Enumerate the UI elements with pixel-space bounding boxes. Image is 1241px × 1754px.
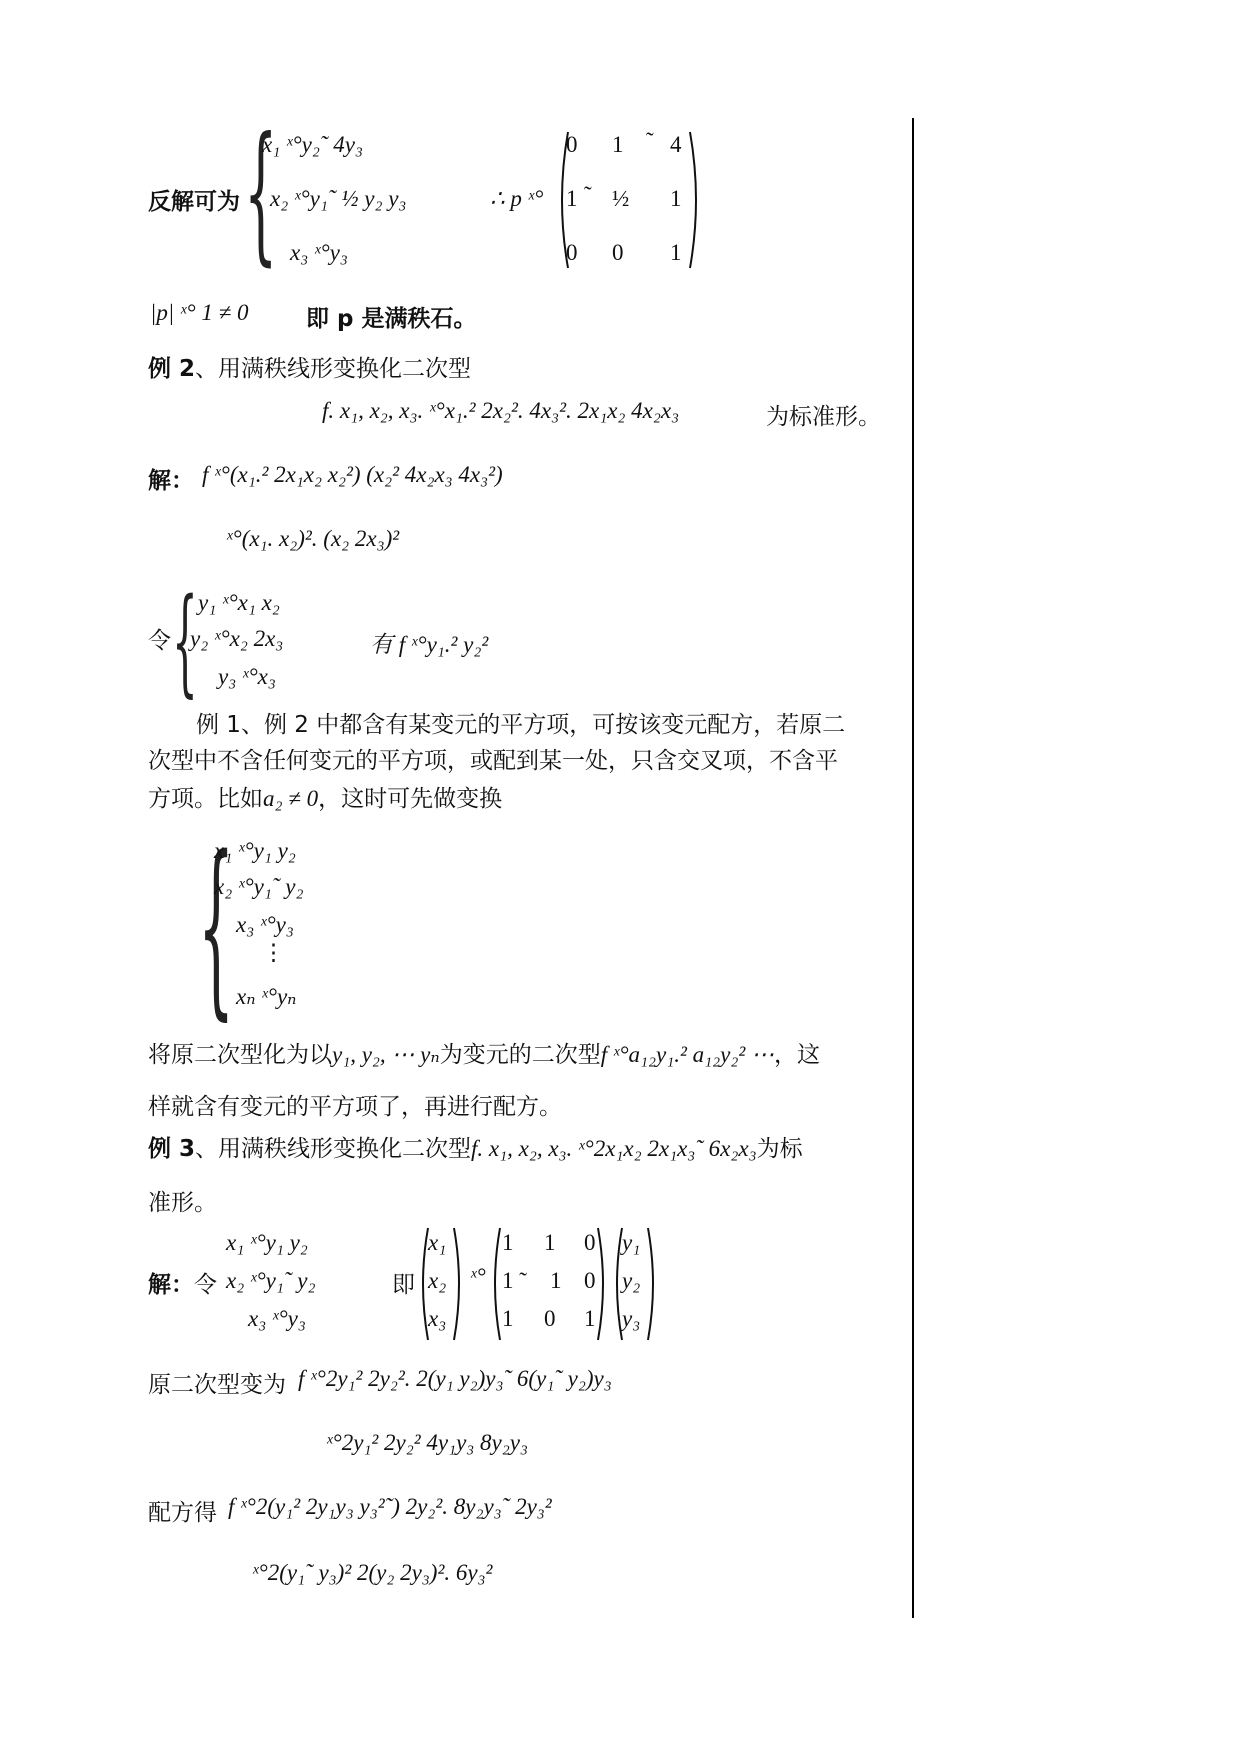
ex3-m-r1c3: 0 xyxy=(584,1230,596,1255)
ex3-label: 例 3 xyxy=(148,1136,196,1162)
ex3-m-r2c3: 0 xyxy=(584,1268,596,1293)
ex2-title: 、用满秩线形变换化二次型 xyxy=(195,356,472,382)
ex3-m-r2c1: 1 ˜ xyxy=(502,1268,527,1293)
ex1-m-r2c2: ½ xyxy=(612,186,630,211)
ex1-m-r1c2: 1 xyxy=(612,132,624,157)
ex1-lead: 反解可为 xyxy=(148,189,240,215)
para2-line-2: 样就含有变元的平方项了，再进行配方。 xyxy=(148,1094,562,1120)
ex1-sys-row-3: x₃ ˣ°y₃ xyxy=(290,240,348,265)
ex3-vecy-3: y₃ xyxy=(622,1306,641,1331)
ex3-m-r3c3: 1 xyxy=(584,1306,596,1331)
ex1-sys-row-1: x₁ ˣ°y₂˜ 4y₃ xyxy=(262,132,363,157)
ex3-m-r1c2: 1 xyxy=(544,1230,556,1255)
para2-line-1a: 将原二次型化为以 xyxy=(148,1042,332,1068)
ex1-m-r3c3: 1 xyxy=(670,240,682,265)
ex2-solution-label: 解： xyxy=(148,468,194,494)
ex3-m-r1c1: 1 xyxy=(502,1230,514,1255)
ex3-formula: f. x₁, x₂, x₃. ˣ°2x₁x₂ 2x₁x₃˜ 6x₂x₃ xyxy=(471,1136,757,1161)
ex3-vecx-1: x₁ xyxy=(428,1230,447,1255)
ex3-vecx-2: x₂ xyxy=(428,1268,447,1293)
ex1-m-r2-tilde: ˜ xyxy=(584,182,592,207)
ex1-m-r3c2: 0 xyxy=(612,240,624,265)
ex1-determinant: |p| ˣ° 1 ≠ 0 xyxy=(150,300,249,325)
sys2-row-3: x₃ ˣ°y₃ xyxy=(236,912,294,937)
ex2-formula: f. x₁, x₂, x₃. ˣ°x₁.² 2x₂². 4x₃². 2x₁x₂ 4x₂x₃ xyxy=(322,398,680,423)
sys2-row-1: x₁ ˣ°y₁ y₂ xyxy=(214,838,296,863)
ex3-m-r3c2: 0 xyxy=(544,1306,556,1331)
ex3-tail-1: 为标 xyxy=(756,1136,803,1162)
para1-condition: a₂ ≠ 0 xyxy=(263,786,319,811)
ex2-let-row-2: y₂ ˣ°x₂ 2x₃ xyxy=(190,626,284,651)
ex1-det-note: 即 p 是满秩石。 xyxy=(306,306,477,332)
ex2-result: 有 f ˣ°y₁.² y₂² xyxy=(370,632,489,657)
ex3-title: 、用满秩线形变换化二次型 xyxy=(195,1136,472,1162)
ex3-vecy-1: y₁ xyxy=(622,1230,641,1255)
ex3-tail-2: 准形。 xyxy=(148,1190,217,1216)
para1-line-1: 例 1、例 2 中都含有某变元的平方项，可按该变元配方，若原二 xyxy=(196,712,846,738)
ex3-complete-lead: 配方得 xyxy=(148,1500,217,1526)
ex2-formula-tail: 为标准形。 xyxy=(766,404,881,430)
ex3-m-r2c2: 1 xyxy=(550,1268,562,1293)
sys2-row-2: x₂ ˣ°y₁˜ y₂ xyxy=(214,874,304,899)
ex1-m-r2c1: 1 xyxy=(566,186,578,211)
ex3-m-r3c1: 1 xyxy=(502,1306,514,1331)
ex3-transform-line-2: ˣ°2y₁² 2y₂² 4y₁y₃ 8y₂y₃ xyxy=(326,1430,528,1455)
para1-line-3 xyxy=(148,780,502,813)
ex2-let-label: 令 xyxy=(148,628,171,654)
para2-line-1b: 为变元的二次型 xyxy=(439,1042,601,1068)
ex3-solution-prefix xyxy=(148,1266,217,1299)
ex3-complete-line-2: ˣ°2(y₁˜ y₃)² 2(y₂ 2y₃)². 6y₃² xyxy=(252,1560,493,1585)
ex3-solution-label: 解： xyxy=(148,1272,194,1298)
ex2-let-brace: { xyxy=(172,574,198,709)
para2-line-1 xyxy=(148,1036,820,1069)
page-margin-rule xyxy=(912,118,914,1618)
ex3-transform-line-1: f ˣ°2y₁² 2y₂². 2(y₁ y₂)y₃˜ 6(y₁˜ y₂)y₃ xyxy=(298,1366,612,1391)
ex2-let-row-1: y₁ ˣ°x₁ x₂ xyxy=(198,590,280,615)
ex1-m-r3c1: 0 xyxy=(566,240,578,265)
ex1-sys-row-2: x₂ ˣ°y₁˜ ½ y₂ y₃ xyxy=(270,186,407,211)
ex3-transform-lead: 原二次型变为 xyxy=(148,1372,286,1398)
ex2-solution-line-2: ˣ°(x₁. x₂)². (x₂ 2x₃)² xyxy=(226,526,400,551)
ex3-equals: ˣ° xyxy=(470,1264,486,1289)
ex3-let-row-2: x₂ ˣ°y₁˜ y₂ xyxy=(226,1268,316,1293)
ex1-m-r1c1: 0 xyxy=(566,132,578,157)
sys2-row-dots: ⋮ xyxy=(262,940,285,965)
para2-variables: y₁, y₂, ⋯ yₙ xyxy=(332,1042,440,1067)
sys2-row-n: xₙ ˣ°yₙ xyxy=(236,984,297,1009)
ex2-heading xyxy=(148,350,471,383)
ex1-m-r1c3: 4 xyxy=(670,132,682,157)
ex1-m-r1-tilde: ˜ xyxy=(646,128,654,153)
ex3-let-row-3: x₃ ˣ°y₃ xyxy=(248,1306,306,1331)
ex2-label: 例 2 xyxy=(148,356,196,382)
ex3-heading xyxy=(148,1130,803,1163)
ex1-m-r2c3: 1 xyxy=(670,186,682,211)
ex3-ji: 即 xyxy=(392,1272,415,1298)
para1-line-2: 次型中不含任何变元的平方项，或配到某一处，只含交叉项，不含平 xyxy=(148,748,838,774)
ex3-let-row-1: x₁ ˣ°y₁ y₂ xyxy=(226,1230,308,1255)
para2-form: f ˣ°a₁₂y₁.² a₁₂y₂² ⋯ xyxy=(600,1042,774,1067)
para2-line-1c: ，这 xyxy=(773,1042,820,1068)
ex3-let-label: 令 xyxy=(194,1272,217,1298)
para1-line-3b: ，这时可先做变换 xyxy=(318,786,503,812)
ex3-vecx-3: x₃ xyxy=(428,1306,447,1331)
sys2-brace: { xyxy=(198,816,235,1037)
ex3-complete-line-1: f ˣ°2(y₁² 2y₁y₃ y₃²˜) 2y₂². 8y₂y₃˜ 2y₃² xyxy=(228,1494,552,1519)
ex1-therefore-p: ∴ p ˣ° xyxy=(490,186,544,211)
ex1-left-brace: { xyxy=(244,106,278,280)
ex3-vecy-2: y₂ xyxy=(622,1268,641,1293)
ex2-let-row-3: y₃ ˣ°x₃ xyxy=(218,664,276,689)
ex2-solution-line-1: f ˣ°(x₁.² 2x₁x₂ x₂²) (x₂² 4x₂x₃ 4x₃²) xyxy=(202,462,503,487)
para1-line-3a: 方项。比如 xyxy=(148,786,263,812)
